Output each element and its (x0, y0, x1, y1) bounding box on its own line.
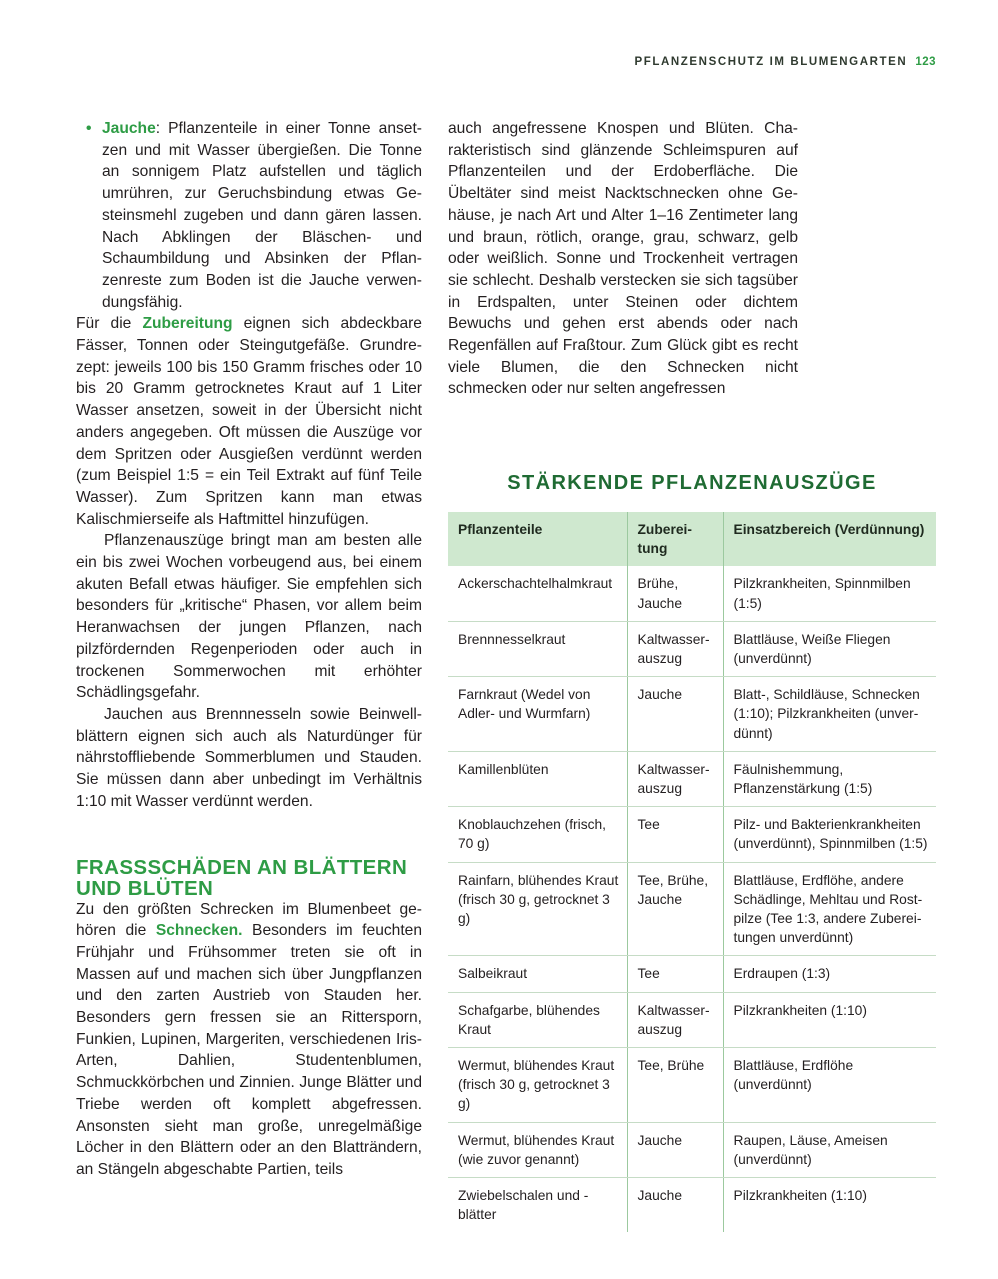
cell-plant: Schafgarbe, blühendes Kraut (448, 992, 627, 1047)
cell-use: Blattläuse, Erdflöhe (unverdünnt) (723, 1048, 936, 1123)
table-row (448, 751, 936, 806)
table-header-row (448, 512, 936, 566)
cell-use: Blattläuse, Weiße Fliegen (unverdünnt) (723, 621, 936, 676)
cell-use: Fäulnishemmung, Pflanzenstärkung (1:5) (723, 751, 936, 806)
left-column (76, 118, 422, 1181)
running-head-title: PFLANZENSCHUTZ IM BLUMENGARTEN (634, 56, 908, 68)
cell-plant: Ackerschachtelhalmkraut (448, 566, 627, 621)
cell-preparation: Tee, Brühe, Jauche (627, 862, 723, 956)
cell-preparation: Kaltwasserauszug (627, 621, 723, 676)
cell-use: Blatt-, Schildläuse, Schnecken (1:10); Pilzkrankheiten (unverdünnt) (723, 677, 936, 752)
extracts-table (448, 512, 936, 1232)
cell-plant: Wermut, blühendes Kraut (wie zuvor genannt) (448, 1122, 627, 1177)
table-row (448, 992, 936, 1047)
running-head (634, 56, 936, 68)
page-number: 123 (915, 56, 936, 68)
paragraph-jauchen: Jauchen aus Brennnesseln sowie Beinwellblättern eignen sich auch als Naturdünger für nährstoffliebende Sommerblumen und Stauden. Sie müssen dann aber unbedingt im Verhältnis 1:10 mit Wasser verdünnt werden. (76, 705, 422, 810)
cell-preparation: Jauche (627, 1178, 723, 1233)
cell-preparation: Tee, Brühe (627, 1048, 723, 1123)
cell-plant: Wermut, blühendes Kraut (frisch 30 g, getrocknet 3 g) (448, 1048, 627, 1123)
cell-use: Pilzkrankheiten, Spinnmilben (1:5) (723, 566, 936, 621)
cell-preparation: Jauche (627, 677, 723, 752)
header-zubereitung: Zubereitung (627, 512, 723, 566)
cell-use: Pilz- und Bakterienkrankheiten (unverdünnt), Spinnmilben (1:5) (723, 807, 936, 862)
paragraph-continued: auch angefressene Knospen und Blüten. Charakteristisch sind glänzende Schleimspuren auf Pflanzenteilen und der Erdoberfläche. Die Übeltäter sind meist Nacktschnecken ohne Gehäuse, je nach Art und Alter 1–16 Zentimeter lang und braun, rötlich, orange, grau, schwarz, gelb oder weißlich. Sonne und Trockenheit vertragen sie schlecht. Deshalb verstecken sie sich tagsüber in Erdspalten, unter Steinen oder dichtem Bewuchs und gehen erst abends oder nach Regenfällen auf Fraßtour. Zum Glück gibt es recht viele Blumen, die den Schnecken nicht schmecken oder nur selten angefressen (448, 120, 798, 398)
cell-use: Blattläuse, Erdflöhe, andere Schädlinge, Mehltau und Rostpilze (Tee 1:3, andere Zubereitungen unverdünnt) (723, 862, 936, 956)
bullet-text: : Pflanzenteile in einer Tonne ansetzen und mit Wasser übergießen. Die Tonne an sonnigem Platz aufstellen und täglich umrühren, zur Geruchsbindung etwas Gesteinsmehl zugeben und dann gären lassen. Nach Abklingen der Bläschen- und Schaumbildung und Absinken der Pflanzenreste zum Boden ist die Jauche verwendungsfähig. (102, 120, 422, 311)
cell-use: Erdraupen (1:3) (723, 956, 936, 992)
right-column (448, 118, 798, 400)
cell-plant: Knoblauchzehen (frisch, 70 g) (448, 807, 627, 862)
section-heading (76, 857, 422, 899)
table-row (448, 956, 936, 992)
header-pflanzenteile: Pflanzenteile (448, 512, 627, 566)
section-heading-line1: FRASSSCHÄDEN AN BLÄTTERN (76, 855, 408, 879)
table-row (448, 1048, 936, 1123)
cell-plant: Brennnesselkraut (448, 621, 627, 676)
cell-preparation: Jauche (627, 1122, 723, 1177)
table-row (448, 677, 936, 752)
bullet-dot-icon: • (86, 120, 92, 137)
table-row (448, 566, 936, 621)
cell-plant: Kamillenblüten (448, 751, 627, 806)
paragraph-pflanzenauszuege: Pflanzenauszüge bringt man am besten alle ein bis zwei Wochen vorbeugend aus, bei einem akuten Befall etwas häufiger. Sie empfehlen sich besonders für „kritische“ Phasen, vor allem beim Heranwachsen der jungen Pflanzen, nach pilzfördernden Regenperioden oder auch in trockenen Sommerwochen mit erhöhter Schädlingsgefahr. (76, 532, 422, 702)
bullet-term: Jauche (102, 120, 156, 137)
cell-preparation: Tee (627, 956, 723, 992)
table-row (448, 862, 936, 956)
paragraph-text: eignen sich abdeckbare Fässer, Tonnen oder Steingutgefäße. Grundrezept: jeweils 100 bis 150 Gramm frisches oder 10 bis 20 Gramm getrocknetes Kraut auf 1 Liter Wasser ansetzen, soweit in der Übersicht nicht anders angegeben. Oft müssen die Auszüge vor dem Spritzen oder Ausgießen verdünnt werden (zum Beispiel 1:5 = ein Teil Extrakt auf fünf Teile Wasser). Zum Spritzen kann man etwas Kalischmierseife als Haftmittel hinzufügen. (76, 315, 422, 528)
cell-use: Raupen, Läuse, Ameisen (unverdünnt) (723, 1122, 936, 1177)
cell-plant: Zwiebelschalen und -blätter (458, 1188, 589, 1223)
cell-preparation: Kaltwasserauszug (627, 992, 723, 1047)
paragraph-text: Für die (76, 315, 143, 333)
cell-preparation: Brühe, Jauche (627, 566, 723, 621)
paragraph-text: Besonders im feuchten Frühjahr und Frühsommer treten sie oft in Massen auf und machen sich über Jungpflanzen und den zarten Austrieb von Stauden her. Besonders gern fressen sie an Rittersporn, Funkien, Lupinen, Margeriten, verschiedenen Iris-Arten, Dahlien, Studentenblumen, Schmuckkörbchen und Zinnien. Junge Blätter und Triebe werden oft komplett abgefressen. Ansonsten sieht man große, unregelmäßige Löcher in den Blättern oder an den Blatträndern, an Stängeln abgeschabte Partien, teils (76, 922, 423, 1178)
table-row (448, 807, 936, 862)
cell-plant: Salbeikraut (448, 956, 627, 992)
header-einsatzbereich: Einsatzbereich (Verdünnung) (723, 512, 936, 566)
term-zubereitung: Zubereitung (142, 315, 233, 333)
cell-preparation: Kaltwasserauszug (627, 751, 723, 806)
table-title: STÄRKENDE PFLANZENAUSZÜGE (507, 472, 877, 494)
bullet-jauche (76, 118, 422, 313)
paragraph-zubereitung (76, 313, 422, 530)
table-row (448, 1122, 936, 1177)
cell-plant: Rainfarn, blühendes Kraut (frisch 30 g, getrocknet 3 g) (448, 862, 627, 956)
cell-use: Pilzkrankheiten (1:10) (723, 992, 936, 1047)
cell-plant: Farnkraut (Wedel von Adler- und Wurmfarn) (448, 677, 627, 752)
cell-preparation: Tee (627, 807, 723, 862)
paragraph-text: Zu den größten Schrecken im Blumenbeet gehören die (76, 900, 422, 940)
table-row (448, 1178, 936, 1233)
cell-use: Pilzkrankheiten (1:10) (723, 1178, 936, 1233)
term-schnecken: Schnecken. (155, 922, 243, 940)
table-row (448, 621, 936, 676)
section-heading-line2: UND BLÜTEN (76, 876, 214, 900)
paragraph-schnecken (76, 899, 422, 1181)
